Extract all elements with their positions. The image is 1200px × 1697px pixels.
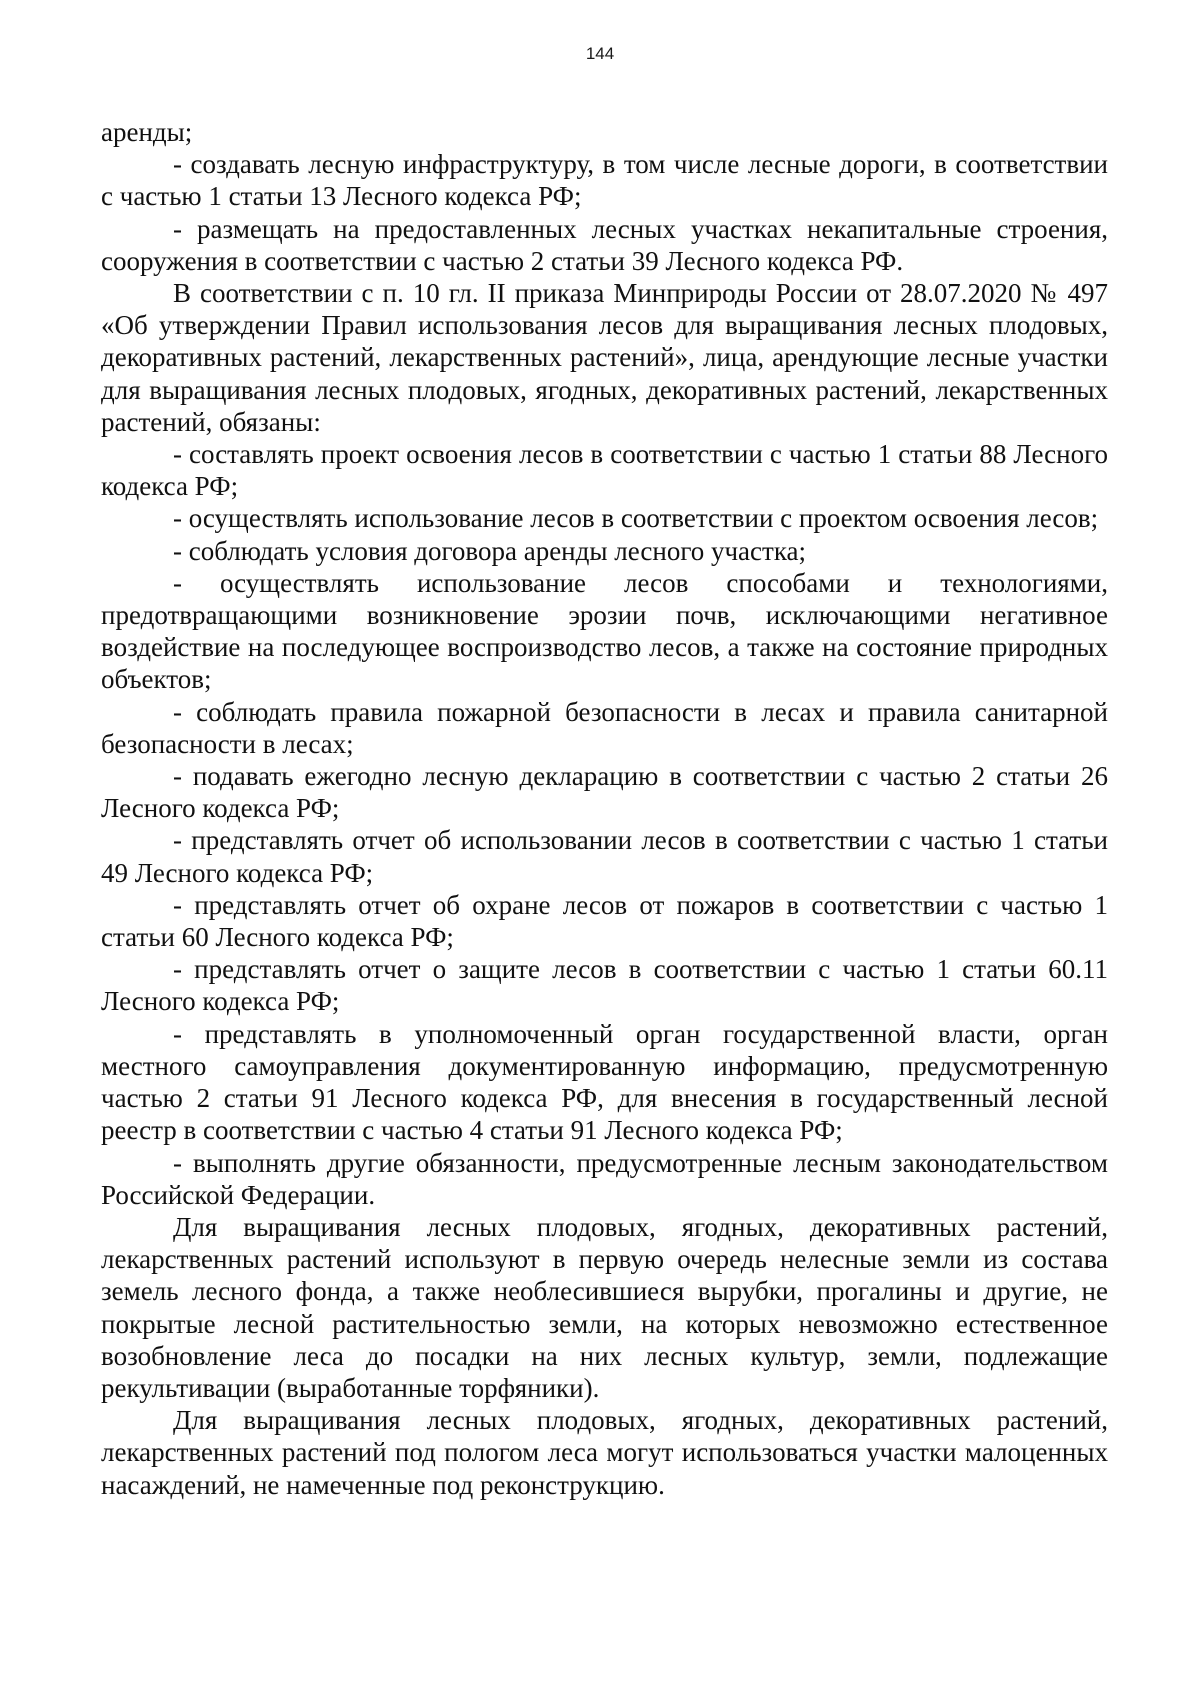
list-item-lease-terms: - соблюдать условия договора аренды лесного участка; xyxy=(173,535,807,566)
list-item-protection-report: - представлять отчет о защите лесов в соответствии с частью 1 статьи 60.11 Лесного кодекса РФ; xyxy=(101,954,1108,1017)
page-number: 144 xyxy=(585,44,615,63)
list-item-forest-use: - осуществлять использование лесов в соответствии с проектом освоения лесов; xyxy=(173,503,1099,534)
paragraph-under-canopy: Для выращивания лесных плодовых, ягодных, декоративных растений, лекарственных растений под пологом леса могут использоваться участки малоценных насаждений, не намеченные под реконструкцию. xyxy=(101,1405,1108,1500)
list-item-structures: - размещать на предоставленных лесных участках некапитальные строения, сооружения в соответствии с частью 2 статьи 39 Лесного кодекса РФ. xyxy=(101,213,1108,276)
list-item-infrastructure: - создавать лесную инфраструктуру, в том числе лесные дороги, в соответствии с частью 1 статьи 13 Лесного кодекса РФ; xyxy=(101,149,1108,212)
list-item-declaration: - подавать ежегодно лесную декларацию в соответствии с частью 2 статьи 26 Лесного кодекса РФ; xyxy=(101,761,1108,824)
list-item-other-duties: - выполнять другие обязанности, предусмотренные лесным законодательством Российской Федерации. xyxy=(101,1147,1108,1210)
paragraph-continuation: аренды; xyxy=(101,117,193,147)
paragraph-order-reference: В соответствии с п. 10 гл. II приказа Минприроды России от 28.07.2020 № 497 «Об утверждении Правил использования лесов для выращивания лесных плодовых, декоративных растений, лекарственных растений», лица, арендующие лесные участки для выращивания лесных плодовых, ягодных, декоративных растений, лекарственных растений, обязаны: xyxy=(101,278,1108,437)
list-item-fire-safety: - соблюдать правила пожарной безопасности в лесах и правила санитарной безопасности в лесах; xyxy=(101,696,1108,759)
document-body xyxy=(101,116,1108,1501)
paragraph-lands-for-cultivation: Для выращивания лесных плодовых, ягодных, декоративных растений, лекарственных растений используют в первую очередь нелесные земли из состава земель лесного фонда, а также необлесившиеся вырубки, прогалины и другие, не покрытые лесной растительностью земли, на которых невозможно естественное возобновление леса до посадки на них лесных культур, земли, подлежащие рекультивации (выработанные торфяники). xyxy=(101,1211,1108,1403)
list-item-use-report: - представлять отчет об использовании лесов в соответствии с частью 1 статьи 49 Лесного кодекса РФ; xyxy=(101,825,1108,888)
list-item-registry-info: - представлять в уполномоченный орган государственной власти, орган местного самоуправления документированную информацию, предусмотренную частью 2 статьи 91 Лесного кодекса РФ, для внесения в государственный лесной реестр в соответствии с частью 4 статьи 91 Лесного кодекса РФ; xyxy=(101,1018,1108,1146)
list-item-development-project: - составлять проект освоения лесов в соответствии с частью 1 статьи 88 Лесного кодекса РФ; xyxy=(101,439,1108,502)
list-item-fire-report: - представлять отчет об охране лесов от пожаров в соответствии с частью 1 статьи 60 Лесного кодекса РФ; xyxy=(101,889,1108,953)
list-item-technologies: - осуществлять использование лесов способами и технологиями, предотвращающими возникновение эрозии почв, исключающими негативное воздействие на последующее воспроизводство лесов, а также на состояние природных объектов; xyxy=(101,567,1108,695)
